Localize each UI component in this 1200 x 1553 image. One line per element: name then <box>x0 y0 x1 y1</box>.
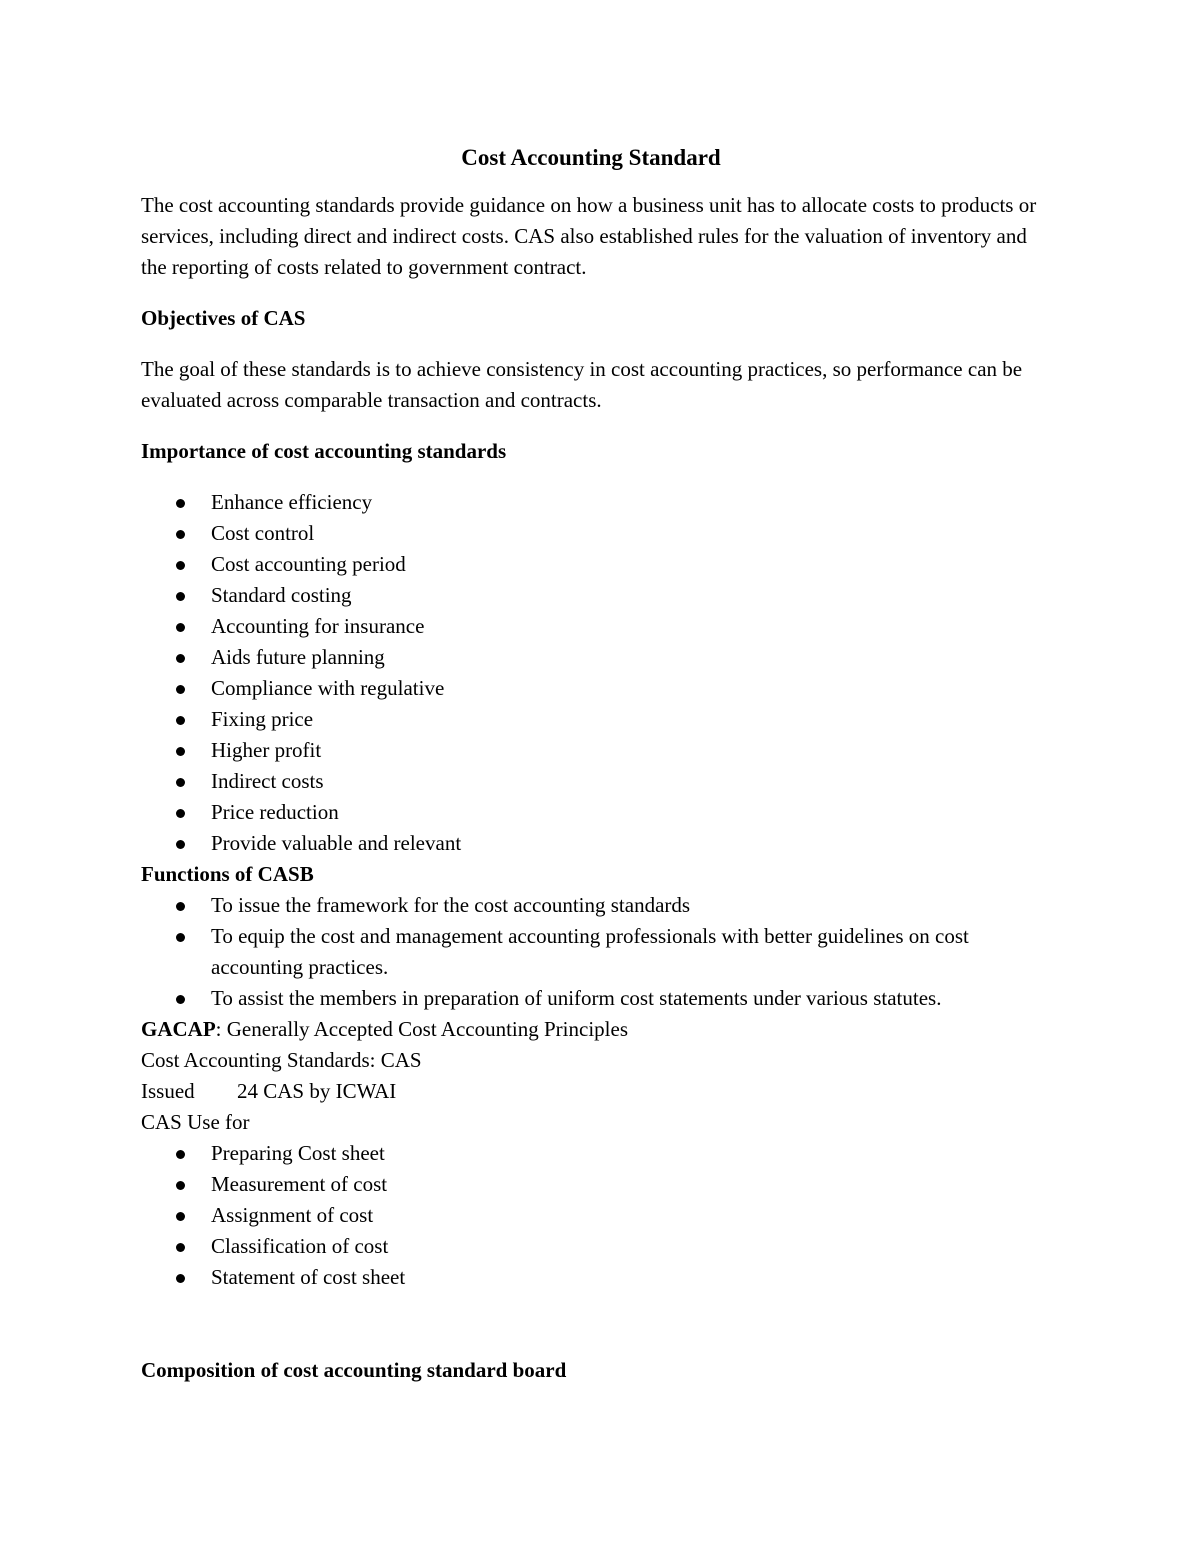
bullet-icon <box>176 1181 185 1190</box>
bullet-icon <box>176 995 185 1004</box>
list-item: Higher profit <box>141 735 1041 766</box>
bullet-icon <box>176 592 185 601</box>
functions-heading: Functions of CASB <box>141 862 314 886</box>
list-item: Indirect costs <box>141 766 1041 797</box>
document-title: Cost Accounting Standard <box>461 145 721 170</box>
bullet-icon <box>176 623 185 632</box>
list-item: Measurement of cost <box>141 1169 1041 1200</box>
bullet-icon <box>176 716 185 725</box>
list-item: Accounting for insurance <box>141 611 1041 642</box>
list-item: Fixing price <box>141 704 1041 735</box>
list-item: To equip the cost and management accounting professionals with better guidelines on cost accounting practices. <box>141 921 1041 983</box>
objectives-heading: Objectives of CAS <box>141 306 306 330</box>
list-item: Cost control <box>141 518 1041 549</box>
functions-list <box>141 890 1041 1014</box>
bullet-icon <box>176 530 185 539</box>
cas-use-list <box>141 1138 1041 1293</box>
bullet-icon <box>176 654 185 663</box>
bullet-icon <box>176 561 185 570</box>
intro-paragraph: The cost accounting standards provide guidance on how a business unit has to allocate costs to products or services, including direct and indirect costs. CAS also established rules for the valuation of inventory and the reporting of costs related to government contract. <box>141 193 1037 279</box>
list-item: Price reduction <box>141 797 1041 828</box>
bullet-icon <box>176 809 185 818</box>
bullet-icon <box>176 902 185 911</box>
bullet-icon <box>176 1243 185 1252</box>
list-item: Assignment of cost <box>141 1200 1041 1231</box>
document-page <box>141 138 1041 1386</box>
list-item: Preparing Cost sheet <box>141 1138 1041 1169</box>
bullet-icon <box>176 499 185 508</box>
bullet-icon <box>176 747 185 756</box>
list-item: Classification of cost <box>141 1231 1041 1262</box>
importance-list <box>141 487 1041 859</box>
list-item: Cost accounting period <box>141 549 1041 580</box>
issued-label: Issued <box>141 1079 195 1103</box>
list-item: Statement of cost sheet <box>141 1262 1041 1293</box>
cas-line: Cost Accounting Standards: CAS <box>141 1048 422 1072</box>
list-item: To assist the members in preparation of uniform cost statements under various statutes. <box>141 983 1041 1014</box>
composition-heading: Composition of cost accounting standard board <box>141 1358 567 1382</box>
bullet-icon <box>176 1212 185 1221</box>
list-item: Standard costing <box>141 580 1041 611</box>
bullet-icon <box>176 685 185 694</box>
cas-use-heading: CAS Use for <box>141 1110 250 1134</box>
list-item: Provide valuable and relevant <box>141 828 1041 859</box>
objectives-paragraph: The goal of these standards is to achieve consistency in cost accounting practices, so performance can be evaluated across comparable transaction and contracts. <box>141 357 1023 412</box>
gacap-definition: : Generally Accepted Cost Accounting Principles <box>215 1017 628 1041</box>
gacap-line <box>141 1014 1041 1045</box>
list-item: To issue the framework for the cost accounting standards <box>141 890 1041 921</box>
issued-line <box>141 1076 1041 1107</box>
spacer <box>141 1293 1041 1355</box>
importance-heading: Importance of cost accounting standards <box>141 439 507 463</box>
issued-value: 24 CAS by ICWAI <box>237 1079 397 1103</box>
bullet-icon <box>176 1274 185 1283</box>
list-item: Aids future planning <box>141 642 1041 673</box>
list-item: Compliance with regulative <box>141 673 1041 704</box>
gacap-term: GACAP <box>141 1017 216 1041</box>
bullet-icon <box>176 1150 185 1159</box>
bullet-icon <box>176 840 185 849</box>
list-item: Enhance efficiency <box>141 487 1041 518</box>
bullet-icon <box>176 778 185 787</box>
bullet-icon <box>176 933 185 942</box>
